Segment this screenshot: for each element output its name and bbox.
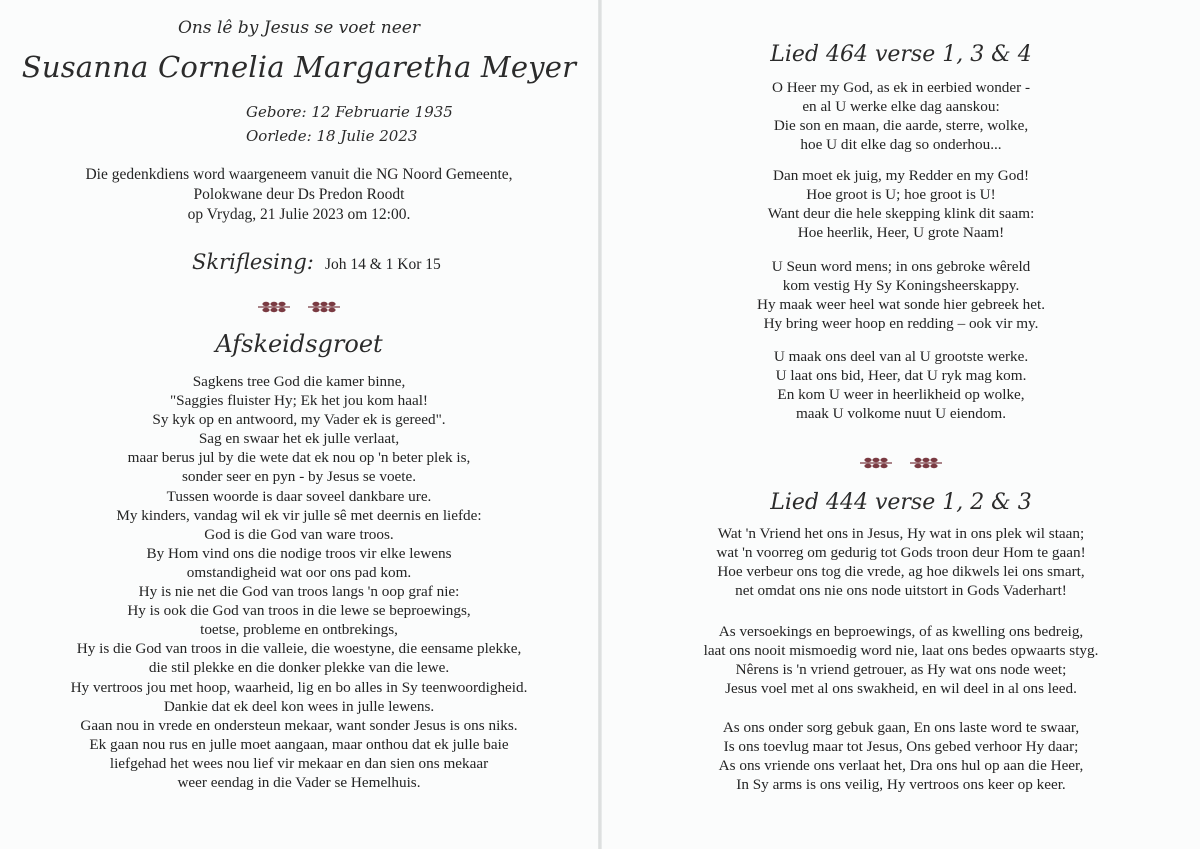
- hymn-line: O Heer my God, as ek in eerbied wonder -: [771, 79, 1031, 96]
- hymn-444-stanza-2: [602, 622, 1200, 698]
- hymn-line: Die son en maan, die aarde, sterre, wolke,: [773, 117, 1029, 135]
- poem-line: Tussen woorde is daar soveel dankbare ure.: [166, 487, 432, 505]
- hymn-line: U Seun word mens; in ons gebroke wêreld: [771, 258, 1031, 275]
- hymn-464-stanza-4: [602, 347, 1200, 423]
- poem-line: Dankie dat ek deel kon wees in julle lewens.: [163, 697, 435, 715]
- hymn-line: As versoekings en beproewings, of as kwelling ons bedreig,: [718, 623, 1084, 640]
- poem-line: toetse, probleme en ontbrekings,: [200, 621, 398, 639]
- poem-line: weer eendag in die Vader se Hemelhuis.: [177, 773, 421, 791]
- poem-line: By Hom vind ons die nodige troos vir elke lewens: [146, 544, 452, 562]
- poem-line: My kinders, vandag wil ek vir julle sê met deernis en liefde:: [116, 506, 482, 524]
- hymn-line: Hy maak weer heel wat sonde hier gebreek het.: [756, 296, 1045, 314]
- hymn-line: Hoe verbeur ons tog die vrede, ag hoe dikwels lei ons smart,: [717, 563, 1085, 581]
- hymn-line: laat ons nooit mismoedig word nie, laat ons bedes opwaarts styg.: [703, 642, 1099, 660]
- hymn-line: kom vestig Hy Sy Koningsheerskappy.: [782, 277, 1020, 295]
- hymn-line: Nêrens is 'n vriend getrouer, as Hy wat ons node weet;: [735, 661, 1067, 679]
- poem-line: "Saggies fluister Hy; Ek het jou kom haal!: [169, 392, 428, 410]
- hymn-444-stanza-1: [602, 524, 1200, 600]
- poem-line: liefgehad het wees nou lief vir mekaar en dan sien ons mekaar: [109, 754, 489, 772]
- hymn-line: In Sy arms is ons veilig, Hy vertroos ons keer op keer.: [736, 776, 1066, 794]
- poem-line: Sagkens tree God die kamer binne,: [192, 373, 406, 390]
- hymn-line: Is ons toevlug maar tot Jesus, Ons gebed verhoor Hy daar;: [723, 738, 1079, 756]
- service-details: [0, 165, 598, 225]
- hymn-line: net omdat ons nie ons node uitstort in Gods Vaderhart!: [735, 582, 1067, 600]
- poem-line: sonder seer en pyn - by Jesus se voete.: [181, 468, 417, 486]
- poem-line: God is die God van ware troos.: [204, 525, 394, 543]
- hymn-line: wat 'n voorreg om gedurig tot Gods troon deur Hom te gaan!: [716, 544, 1086, 562]
- death-date: Oorlede: 18 Julie 2023: [246, 127, 418, 145]
- hymn-line: Dan moet ek juig, my Redder en my God!: [772, 167, 1030, 184]
- hymn-line: As ons onder sorg gebuk gaan, En ons laste word te swaar,: [722, 719, 1080, 736]
- hymn-line: maak U volkome nuut U eiendom.: [795, 405, 1007, 423]
- poem-line: die stil plekke en die donker plekke van die lewe.: [148, 659, 450, 677]
- poem-line: Hy is nie net die God van troos langs 'n oop graf nie:: [138, 583, 460, 601]
- reading-text: Joh 14 & 1 Kor 15: [324, 256, 441, 273]
- poem-line: Sy kyk op en antwoord, my Vader ek is gereed".: [152, 411, 446, 429]
- hymn-line: Wat 'n Vriend het ons in Jesus, Hy wat in ons plek wil staan;: [717, 525, 1085, 542]
- right-page: [602, 0, 1200, 849]
- poem-line: omstandigheid wat oor ons pad kom.: [186, 563, 412, 581]
- poem-line: Ek gaan nou rus en julle moet aangaan, maar onthou dat ek julle baie: [89, 735, 509, 753]
- hymn-line: As ons vriende ons verlaat het, Dra ons hul op aan die Heer,: [718, 757, 1084, 775]
- hymn-line: Want deur die hele skepping klink dit saam:: [767, 205, 1035, 223]
- laurel-ornament-icon: [856, 456, 946, 470]
- service-line: op Vrydag, 21 Julie 2023 om 12:00.: [187, 206, 411, 223]
- hymn-line: en al U werke elke dag aanskou:: [802, 98, 1000, 116]
- hymn-444-stanza-3: [602, 718, 1200, 794]
- service-line: Polokwane deur Ds Predon Roodt: [193, 186, 405, 203]
- poem-line: Gaan nou in vrede en ondersteun mekaar, want sonder Jesus is ons niks.: [80, 716, 518, 734]
- poem-line: Hy is ook die God van troos in die lewe se beproewings,: [127, 602, 471, 620]
- hymn-line: Hoe groot is U; hoe groot is U!: [806, 186, 996, 204]
- hymn-464-title: Lied 464 verse 1, 3 & 4: [770, 42, 1032, 67]
- service-line: Die gedenkdiens word waargeneem vanuit die NG Noord Gemeente,: [85, 166, 513, 183]
- hymn-line: U laat ons bid, Heer, dat U ryk mag kom.: [775, 367, 1027, 385]
- farewell-title: Afskeidsgroet: [215, 330, 383, 358]
- left-page: [0, 0, 598, 849]
- ornament-divider: [0, 299, 598, 318]
- laurel-ornament-icon: [254, 300, 344, 314]
- scripture-reading: [192, 250, 441, 274]
- poem-line: Sag en swaar het ek julle verlaat,: [198, 430, 400, 448]
- hymn-line: Hoe heerlik, Heer, U grote Naam!: [797, 224, 1005, 242]
- poem-line: maar berus jul by die wete dat ek nou op 'n beter plek is,: [127, 449, 471, 467]
- hymn-464-stanza-3: [602, 257, 1200, 333]
- deceased-name: Susanna Cornelia Margaretha Meyer: [21, 50, 577, 84]
- hymn-line: U maak ons deel van al U grootste werke.: [773, 348, 1029, 365]
- hymn-464-stanza-1: [602, 78, 1200, 154]
- birth-date: Gebore: 12 Februarie 1935: [246, 103, 453, 121]
- ornament-divider: [602, 455, 1200, 474]
- hymn-line: En kom U weer in heerlikheid op wolke,: [777, 386, 1025, 404]
- hymn-line: hoe U dit elke dag so onderhou...: [800, 136, 1002, 154]
- farewell-poem: [0, 372, 598, 792]
- hymn-line: Hy bring weer hoop en redding – ook vir my.: [763, 315, 1039, 333]
- poem-line: Hy is die God van troos in die valleie, die woestyne, die eensame plekke,: [76, 640, 522, 658]
- reading-label: Skriflesing:: [192, 250, 314, 274]
- motto: Ons lê by Jesus se voet neer: [177, 18, 420, 38]
- hymn-444-title: Lied 444 verse 1, 2 & 3: [770, 490, 1032, 515]
- hymn-464-stanza-2: [602, 166, 1200, 242]
- hymn-line: Jesus voel met al ons swakheid, en wil deel in al ons leed.: [725, 680, 1077, 698]
- poem-line: Hy vertroos jou met hoop, waarheid, lig en bo alles in Sy teenwoordigheid.: [70, 678, 528, 696]
